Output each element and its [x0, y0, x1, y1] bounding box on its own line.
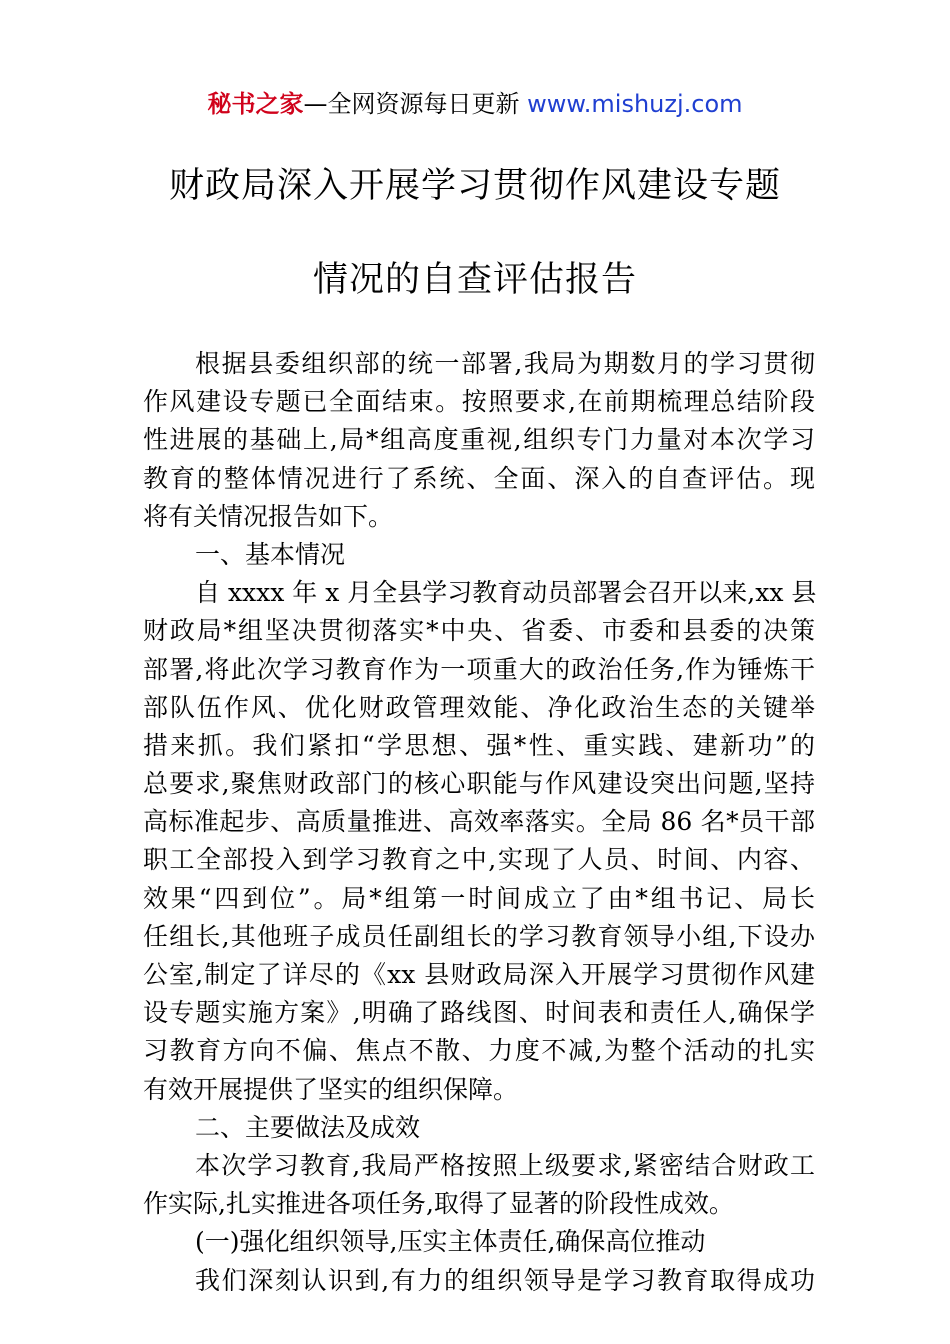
document-body [143, 345, 815, 1300]
body-line: 总要求,聚焦财政部门的核心职能与作风建设突出问题,坚持 [143, 769, 815, 799]
body-line: 职工全部投入到学习教育之中,实现了人员、时间、内容、 [143, 845, 815, 875]
section-heading-basic-situation: 一、基本情况 [195, 539, 346, 569]
header-tagline: —全网资源每日更新 [303, 90, 528, 118]
body-line: 教育的整体情况进行了系统、全面、深入的自查评估。现 [143, 463, 815, 493]
document-title-line-1: 财政局深入开展学习贯彻作风建设专题 [168, 166, 781, 206]
body-line: 作实际,扎实推进各项任务,取得了显著的阶段性成效。 [143, 1189, 734, 1219]
body-line: 效果“四到位”。局*组第一时间成立了由*组书记、局长 [143, 883, 815, 913]
page-header [0, 86, 950, 122]
body-line: 公室,制定了详尽的《xx 县财政局深入开展学习贯彻作风建 [143, 960, 815, 989]
header-brand: 秘书之家 [207, 90, 304, 118]
body-line: 作风建设专题已全面结束。按照要求,在前期梳理总结阶段 [143, 387, 815, 417]
body-line: 性进展的基础上,局*组高度重视,组织专门力量对本次学习 [143, 425, 815, 455]
body-line: 措来抓。我们紧扣“学思想、强*性、重实践、建新功”的 [143, 730, 815, 760]
body-line: 部署,将此次学习教育作为一项重大的政治任务,作为锤炼干 [143, 654, 815, 684]
body-line: 根据县委组织部的统一部署,我局为期数月的学习贯彻 [195, 349, 815, 378]
subsection-heading-organization: (一)强化组织领导,压实主体责任,确保高位推动 [195, 1227, 706, 1257]
body-line: 习教育方向不偏、焦点不散、力度不减,为整个活动的扎实 [143, 1036, 815, 1066]
header-site-link[interactable]: www.mishuzj.com [527, 90, 743, 118]
body-line: 设专题实施方案》,明确了路线图、时间表和责任人,确保学 [143, 998, 815, 1028]
body-line: 财政局*组坚决贯彻落实*中央、省委、市委和县委的决策 [143, 616, 815, 646]
body-line: 高标准起步、高质量推进、高效率落实。全局 86 名*员干部 [143, 807, 815, 837]
body-line: 我们深刻认识到,有力的组织领导是学习教育取得成功 [195, 1265, 815, 1295]
body-line: 部队伍作风、优化财政管理效能、净化政治生态的关键举 [143, 692, 815, 722]
body-line: 任组长,其他班子成员任副组长的学习教育领导小组,下设办 [143, 921, 815, 951]
document-title-line-2: 情况的自查评估报告 [312, 260, 637, 300]
body-line: 自 xxxx 年 x 月全县学习教育动员部署会召开以来,xx 县 [195, 578, 817, 608]
body-line: 有效开展提供了坚实的组织保障。 [143, 1074, 519, 1104]
body-line: 本次学习教育,我局严格按照上级要求,紧密结合财政工 [195, 1150, 815, 1180]
section-heading-main-practices: 二、主要做法及成效 [195, 1112, 421, 1142]
body-line: 将有关情况报告如下。 [143, 501, 394, 531]
